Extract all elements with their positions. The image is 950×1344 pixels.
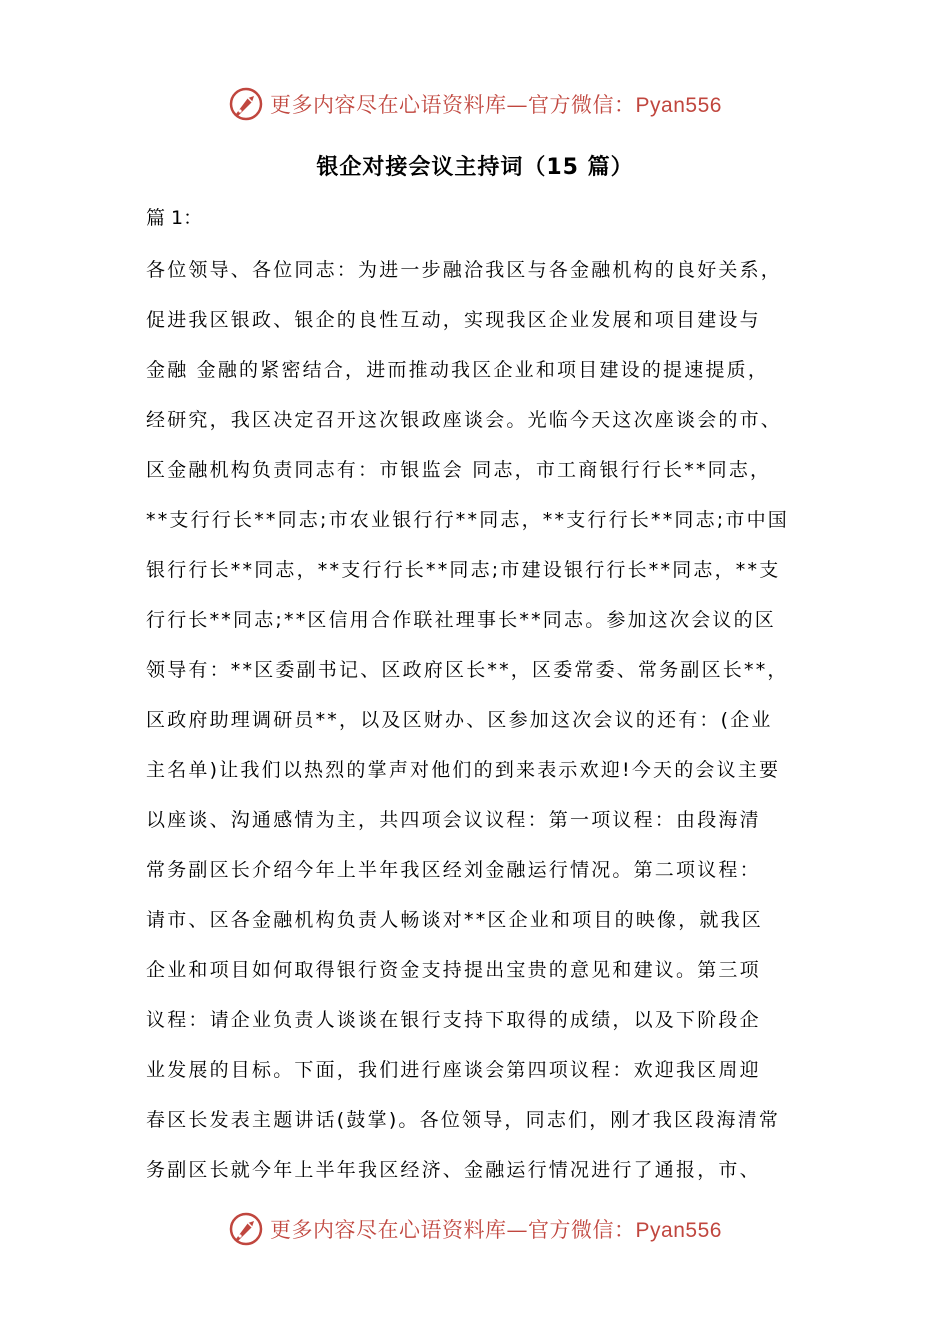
pen-nib-logo-icon — [228, 1211, 264, 1247]
header-wechat-id: Pyan556 — [635, 94, 722, 117]
body-line: 领导有：**区委副书记、区政府区长**，区委常委、常务副区长**， — [146, 659, 789, 681]
body-line: 请市、区各金融机构负责人畅谈对**区企业和项目的映像，就我区 — [146, 909, 764, 931]
body-line: 行行长**同志;**区信用合作联社理事长**同志。参加这次会议的区 — [146, 609, 777, 631]
document-body — [146, 250, 826, 1200]
body-line: 主名单)让我们以热烈的掌声对他们的到来表示欢迎!今天的会议主要 — [146, 759, 781, 781]
footer-wechat-id: Pyan556 — [635, 1219, 722, 1242]
body-line: 金融 金融的紧密结合，进而推动我区企业和项目建设的提速提质， — [146, 359, 770, 381]
header-banner — [0, 82, 950, 126]
body-line: 区金融机构负责同志有：市银监会 同志，市工商银行行长**同志， — [146, 459, 772, 481]
body-line: 春区长发表主题讲话(鼓掌)。各位领导，同志们，刚才我区段海清常 — [146, 1109, 781, 1131]
body-line: **支行行长**同志;市农业银行行**同志，**支行行长**同志;市中国 — [146, 509, 790, 531]
document-title: 银企对接会议主持词（15 篇） — [316, 155, 634, 180]
body-line: 银行行长**同志，**支行行长**同志;市建设银行行长**同志，**支 — [146, 559, 781, 581]
body-line: 企业和项目如何取得银行资金支持提出宝贵的意见和建议。第三项 — [146, 959, 761, 981]
body-line: 业发展的目标。下面，我们进行座谈会第四项议程：欢迎我区周迎 — [146, 1059, 761, 1081]
section-label: 篇 1： — [146, 207, 203, 229]
footer-banner-text: 更多内容尽在心语资料库—官方微信： — [270, 1218, 636, 1242]
body-line: 常务副区长介绍今年上半年我区经刘金融运行情况。第二项议程： — [146, 859, 761, 881]
body-line: 区政府助理调研员**，以及区财办、区参加这次会议的还有：(企业 — [146, 709, 773, 731]
pen-nib-logo-icon — [228, 86, 264, 122]
header-banner-text: 更多内容尽在心语资料库—官方微信： — [270, 93, 636, 117]
footer-banner — [0, 1207, 950, 1251]
body-line: 以座谈、沟通感情为主，共四项会议议程：第一项议程：由段海清 — [146, 809, 761, 831]
body-line: 各位领导、各位同志：为进一步融洽我区与各金融机构的良好关系， — [146, 259, 783, 281]
body-line: 经研究，我区决定召开这次银政座谈会。光临今天这次座谈会的市、 — [146, 409, 783, 431]
body-line: 促进我区银政、银企的良性互动，实现我区企业发展和项目建设与 — [146, 309, 761, 331]
body-line: 务副区长就今年上半年我区经济、金融运行情况进行了通报，市、 — [146, 1159, 761, 1181]
body-line: 议程：请企业负责人谈谈在银行支持下取得的成绩，以及下阶段企 — [146, 1009, 761, 1031]
